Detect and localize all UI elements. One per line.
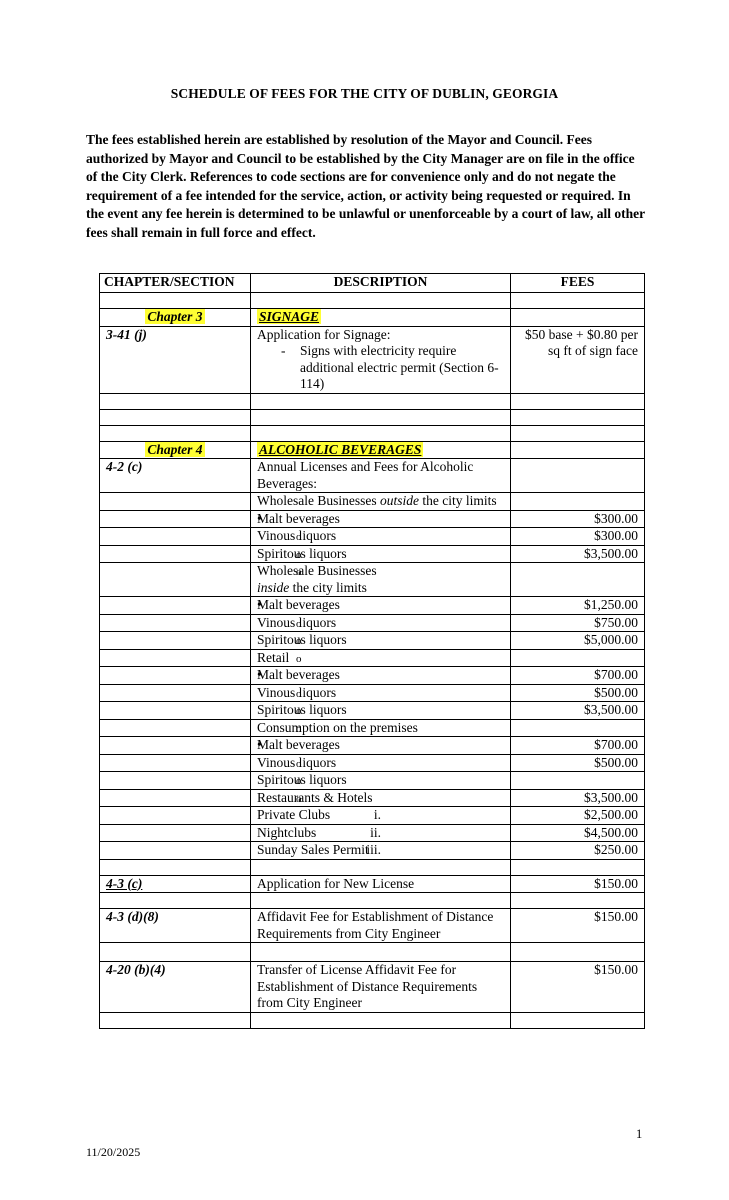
- fee-cell: $150.00: [511, 909, 645, 943]
- table-row: [100, 459, 645, 493]
- fee-cell: $5,000.00: [511, 632, 645, 650]
- fee-cell: $4,500.00: [511, 824, 645, 842]
- table-row: [100, 563, 645, 597]
- description: Transfer of License Affidavit Fee for Establishment of Distance Requirements from City Engineer: [251, 962, 511, 1013]
- spacer-row: [100, 293, 645, 309]
- fee-cell: $500.00: [511, 684, 645, 702]
- table-row: [100, 326, 645, 393]
- table-row: [100, 614, 645, 632]
- table-row: [100, 875, 645, 893]
- description: Wholesale Businesses outside the city limits: [251, 493, 511, 511]
- chapter-row: [100, 309, 645, 327]
- table-row: [100, 842, 645, 860]
- fee-cell: $2,500.00: [511, 807, 645, 825]
- fee-cell: $250.00: [511, 842, 645, 860]
- section-cell: 4-2 (c): [100, 459, 251, 493]
- list-item: o Vinous liquors: [251, 684, 511, 702]
- description: Affidavit Fee for Establishment of Distance Requirements from City Engineer: [251, 909, 511, 943]
- table-row: [100, 649, 645, 667]
- table-row: [100, 702, 645, 720]
- spacer-row: [100, 859, 645, 875]
- fee-cell: $300.00: [511, 510, 645, 528]
- description: Application for New License: [251, 875, 511, 893]
- table-row: [100, 807, 645, 825]
- table-row: [100, 528, 645, 546]
- list-item: o Wholesale Businesses inside the city limits: [251, 563, 511, 597]
- spacer-row: [100, 393, 645, 409]
- list-item: o Vinous liquors: [251, 528, 511, 546]
- table-header-row: [100, 274, 645, 293]
- list-item: i. Private Clubs: [251, 807, 511, 825]
- fee-cell: $3,500.00: [511, 789, 645, 807]
- fee-cell: $1,250.00: [511, 597, 645, 615]
- table-row: [100, 962, 645, 1013]
- chapter-4-title: ALCOHOLIC BEVERAGES: [259, 441, 422, 457]
- list-item: iii. Sunday Sales Permit: [251, 842, 511, 860]
- list-item: • Malt beverages: [251, 510, 511, 528]
- chapter-3-title: SIGNAGE: [259, 309, 320, 324]
- spacer-row: [100, 425, 645, 441]
- table-row: [100, 684, 645, 702]
- list-item: o Spiritous liquors: [251, 545, 511, 563]
- fee-cell: [511, 772, 645, 790]
- fee-cell: $3,500.00: [511, 702, 645, 720]
- chapter-row: [100, 441, 645, 459]
- spacer-row: [100, 409, 645, 425]
- intro-paragraph: The fees established herein are established by resolution of the Mayor and Council. Fees authorized by Mayor and Council to be established by the City Manager are on file in the office of the City Clerk. References to code sections are for convenience only and do not negate the requirement of a fee intended for the service, action, or activity being requested or required. In the event any fee herein is determined to be unlawful or unenforceable by a court of law, all other fees shall remain in full force and effect.: [86, 132, 645, 240]
- table-row: [100, 789, 645, 807]
- table-row: [100, 597, 645, 615]
- list-item: ii. Nightclubs: [251, 824, 511, 842]
- sub-description: - Signs with electricity require additional electric permit (Section 6-114): [257, 343, 504, 393]
- description: Application for Signage:: [257, 326, 391, 342]
- header-fees: FEES: [511, 274, 645, 293]
- table-row: [100, 632, 645, 650]
- list-item: o Vinous liquors: [251, 754, 511, 772]
- fee-cell: $300.00: [511, 528, 645, 546]
- table-row: [100, 667, 645, 685]
- table-row: [100, 754, 645, 772]
- table-row: [100, 545, 645, 563]
- section-cell: 4-3 (c): [100, 875, 251, 893]
- table-row: [100, 772, 645, 790]
- fee-cell: [511, 563, 645, 597]
- table-row: [100, 909, 645, 943]
- header-description: DESCRIPTION: [251, 274, 511, 293]
- fee-cell: $50 base + $0.80 per sq ft of sign face: [511, 326, 645, 393]
- header-chapter-section: CHAPTER/SECTION: [100, 274, 251, 293]
- table-row: [100, 824, 645, 842]
- list-item: o Restaurants & Hotels: [251, 789, 511, 807]
- document-title: SCHEDULE OF FEES FOR THE CITY OF DUBLIN, GEORGIA: [170, 86, 559, 101]
- fee-cell: $700.00: [511, 667, 645, 685]
- table-row: [100, 493, 645, 511]
- list-item: • Malt beverages: [251, 667, 511, 685]
- list-item: o Vinous liquors: [251, 614, 511, 632]
- chapter-4-label: Chapter 4: [147, 441, 203, 457]
- list-item: • Malt beverages: [251, 737, 511, 755]
- list-item: o Spiritous liquors: [251, 632, 511, 650]
- spacer-row: [100, 893, 645, 909]
- table-row: [100, 510, 645, 528]
- spacer-row: [100, 1012, 645, 1028]
- list-item: o Retail: [251, 649, 511, 667]
- fee-cell: $3,500.00: [511, 545, 645, 563]
- fee-cell: $150.00: [511, 962, 645, 1013]
- fee-cell: $150.00: [511, 875, 645, 893]
- list-item: • Malt beverages: [251, 597, 511, 615]
- list-item: o Spiritous liquors: [251, 772, 511, 790]
- fee-cell: $700.00: [511, 737, 645, 755]
- fee-cell: [511, 649, 645, 667]
- list-item: o Spiritous liquors: [251, 702, 511, 720]
- chapter-3-label: Chapter 3: [147, 309, 203, 324]
- section-cell: 4-3 (d)(8): [100, 909, 251, 943]
- list-item: o Consumption on the premises: [251, 719, 511, 737]
- fee-cell: $750.00: [511, 614, 645, 632]
- section-cell: 3-41 (j): [100, 326, 251, 393]
- page-number: 1: [636, 1127, 643, 1141]
- footer-date: 11/20/2025: [86, 1145, 141, 1159]
- fee-table: [99, 273, 645, 1029]
- section-cell: 4-20 (b)(4): [100, 962, 251, 1013]
- table-row: [100, 737, 645, 755]
- description: Annual Licenses and Fees for Alcoholic Beverages:: [251, 459, 511, 493]
- spacer-row: [100, 943, 645, 962]
- fee-cell: $500.00: [511, 754, 645, 772]
- fee-cell: [511, 719, 645, 737]
- table-row: [100, 719, 645, 737]
